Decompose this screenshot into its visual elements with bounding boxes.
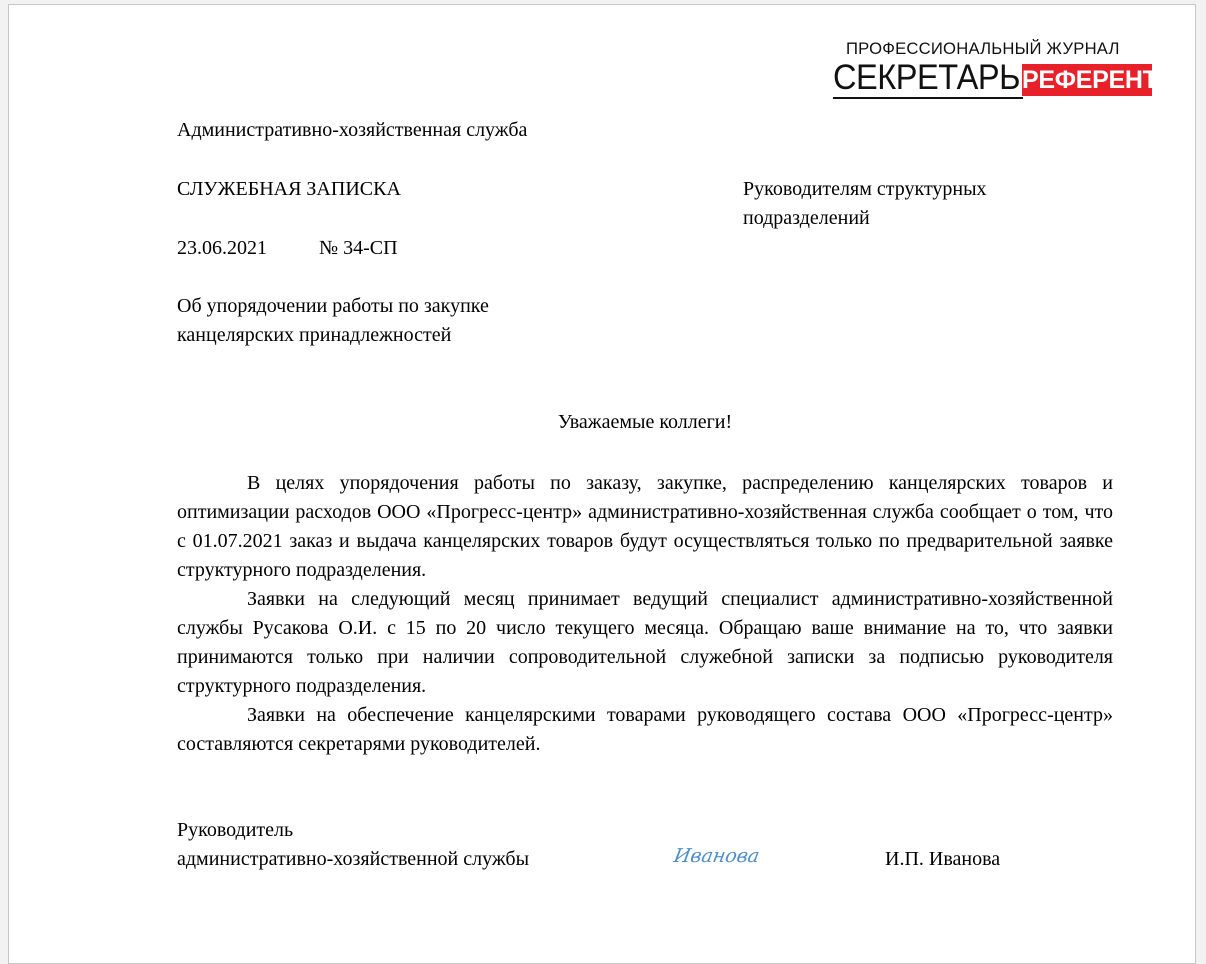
logo-tagline: ПРОФЕССИОНАЛЬНЫЙ ЖУРНАЛ — [846, 39, 1120, 58]
paragraph: В целях упорядочения работы по заказу, закупке, распределению канцелярских товаров и оптимизации расходов ООО «Прогресс-центр» административно-хозяйственная служба сообщает о том, что с 01.07.2021 заказ и выдача канцелярских товаров будут осуществляться только по предварительной заявке структурного подразделения. — [177, 472, 1113, 581]
greeting: Уважаемые коллеги! — [557, 411, 733, 433]
memo-body — [177, 469, 1113, 759]
logo-wordmark — [833, 58, 1158, 97]
logo-word-secretary: СЕКРЕТАРЬ — [833, 58, 1021, 97]
magazine-logo — [833, 39, 1158, 99]
signer-title-line-1: Руководитель — [177, 819, 294, 841]
document-date: 23.06.2021 — [177, 237, 267, 259]
paragraph: Заявки на следующий месяц принимает ведущий специалист административно-хозяйственной службы Русакова О.И. с 15 по 20 число текущего месяца. Обращаю ваше внимание на то, что заявки принимаются только при наличии сопроводительной служебной записки за подписью руководителя структурного подразделения. — [177, 588, 1113, 697]
document-number: № 34-СП — [319, 237, 398, 259]
document-type: СЛУЖЕБНАЯ ЗАПИСКА — [177, 178, 401, 200]
paragraph: Заявки на обеспечение канцелярскими товарами руководящего состава ООО «Прогресс-центр» составляются секретарями руководителей. — [177, 704, 1113, 755]
addressee-line-1: Руководителям структурных — [743, 178, 987, 200]
department-name: Административно-хозяйственная служба — [177, 119, 528, 141]
logo-underline — [833, 97, 1023, 99]
logo-word-referent: РЕФЕРЕНТ — [1022, 66, 1158, 94]
signer-name: И.П. Иванова — [885, 848, 1001, 870]
signer-title-line-2: административно-хозяйственной службы — [177, 848, 530, 870]
handwritten-signature: Иванова — [672, 845, 762, 867]
subject-line-1: Об упорядочении работы по закупке — [177, 295, 489, 317]
document-page — [8, 4, 1196, 964]
subject-line-2: канцелярских принадлежностей — [177, 324, 452, 346]
addressee-line-2: подразделений — [743, 207, 870, 229]
